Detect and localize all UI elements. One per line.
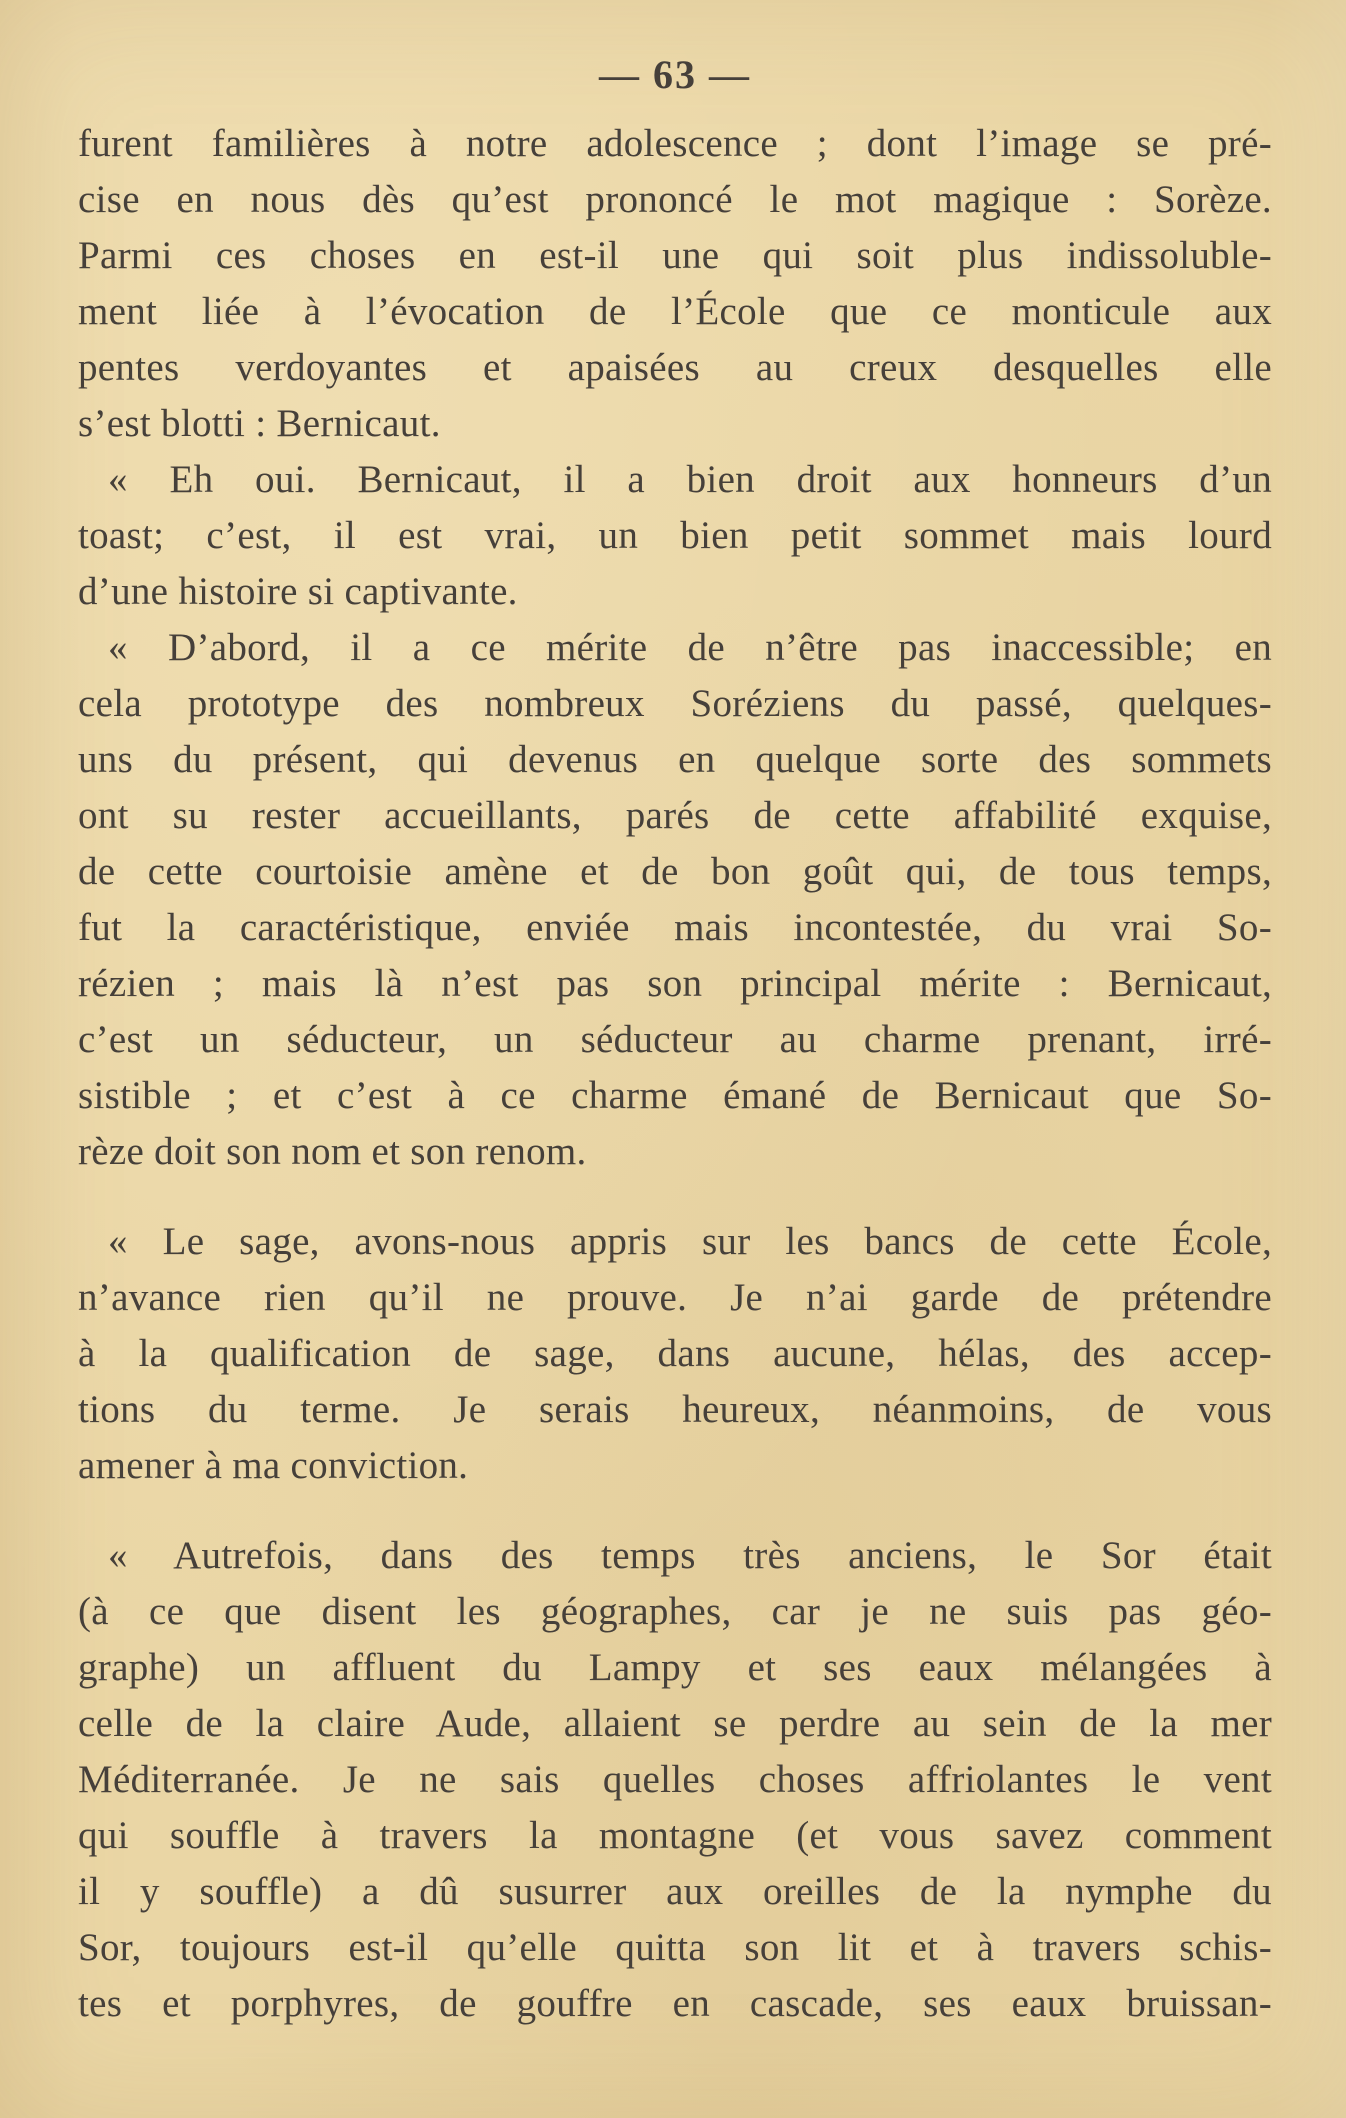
text-line: « Le sage, avons-nous appris sur les bancs de cette École, [108,1220,1272,1263]
page-number: — 63 — [599,52,751,97]
text-line: cela prototype des nombreux Soréziens du passé, quelques- [78,682,1272,725]
paragraph [78,1214,1272,1494]
text-line: fut la caractéristique, enviée mais incontestée, du vrai So- [78,906,1272,949]
text-line: amener à ma conviction. [78,1444,469,1487]
text-line: « D’abord, il a ce mérite de n’être pas inaccessible; en [108,626,1272,669]
text-line: sistible ; et c’est à ce charme émané de Bernicaut que So- [78,1074,1272,1117]
text-line: qui souffle à travers la montagne (et vous savez comment [78,1814,1272,1857]
text-line: tions du terme. Je serais heureux, néanmoins, de vous [78,1388,1272,1431]
text-line: ont su rester accueillants, parés de cette affabilité exquise, [78,794,1272,837]
text-line: il y souffle) a dû susurrer aux oreilles de la nymphe du [78,1870,1272,1913]
text-line: s’est blotti : Bernicaut. [78,402,441,445]
text-line: ment liée à l’évocation de l’École que ce monticule aux [78,290,1272,333]
text-line: pentes verdoyantes et apaisées au creux desquelles elle [78,346,1272,389]
page-body [78,116,1272,2032]
text-line: n’avance rien qu’il ne prouve. Je n’ai garde de prétendre [78,1276,1272,1319]
paragraph [78,1528,1272,2032]
text-line: toast; c’est, il est vrai, un bien petit sommet mais lourd [78,514,1272,557]
paragraph [78,452,1272,620]
text-line: c’est un séducteur, un séducteur au charme prenant, irré- [78,1018,1272,1061]
text-line: rèze doit son nom et son renom. [78,1130,587,1173]
text-line: Parmi ces choses en est-il une qui soit plus indissoluble- [78,234,1272,277]
text-line: celle de la claire Aude, allaient se perdre au sein de la mer [78,1702,1272,1745]
text-line: de cette courtoisie amène et de bon goût qui, de tous temps, [78,850,1272,893]
paragraph [78,116,1272,452]
text-line: Méditerranée. Je ne sais quelles choses affriolantes le vent [78,1758,1272,1801]
text-line: « Eh oui. Bernicaut, il a bien droit aux honneurs d’un [108,458,1272,501]
text-line: rézien ; mais là n’est pas son principal mérite : Bernicaut, [78,962,1272,1005]
text-line: (à ce que disent les géographes, car je ne suis pas géo- [78,1590,1272,1633]
text-line: graphe) un affluent du Lampy et ses eaux mélangées à [78,1646,1272,1689]
text-line: Sor, toujours est-il qu’elle quitta son lit et à travers schis- [78,1926,1272,1969]
text-line: tes et porphyres, de gouffre en cascade, ses eaux bruissan- [78,1982,1272,2025]
text-line: à la qualification de sage, dans aucune, hélas, des accep- [78,1332,1272,1375]
text-line: d’une histoire si captivante. [78,570,518,613]
paragraph [78,620,1272,1180]
text-line: uns du présent, qui devenus en quelque sorte des sommets [78,738,1272,781]
text-line: furent familières à notre adolescence ; dont l’image se pré- [78,122,1272,165]
text-line: cise en nous dès qu’est prononcé le mot magique : Sorèze. [78,178,1272,221]
text-line: « Autrefois, dans des temps très anciens, le Sor était [108,1534,1272,1577]
